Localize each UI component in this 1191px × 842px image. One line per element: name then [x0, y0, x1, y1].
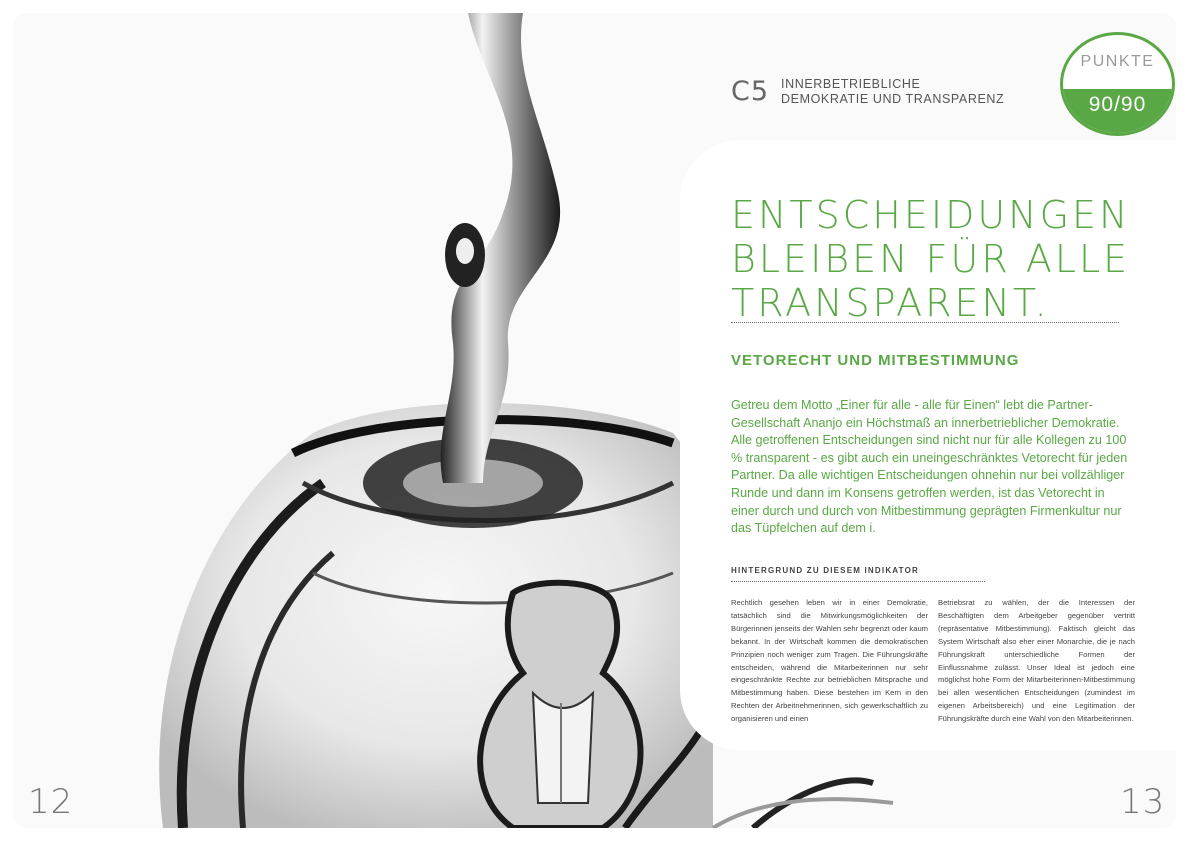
background-column-1: Rechtlich gesehen leben wir in einer Demokratie, tatsächlich sind die Mitwirkungsmöglichkeiten der Bürgerinnen jenseits der Wahlen sehr begrenzt oder kaum bekannt. In der Wirtschaft kommen die demokratischen Prinzipien noch weniger zum Tragen. Die Führungskräfte entscheiden, während die Mitarbeiterinnen nur sehr eingeschränkte Rechte zur betrieblichen Mitsprache und Mitbestimmung haben. Diese bestehen im Kern in den Rechten der Arbeitnehmerinnen, sich gewerkschaftlich zu organisieren und einen [731, 598, 928, 724]
dotted-divider [731, 322, 1119, 323]
headline-line3: TRANSPARENT. [731, 281, 1050, 325]
section-title-line2: DEMOKRATIE UND TRANSPARENZ [781, 91, 1005, 106]
intro-paragraph: Getreu dem Motto „Einer für alle - alle für Einen“ lebt die Partner-Gesellschaft Ananjo ein Höchstmaß an innerbetrieblicher Demokratie. Alle getroffenen Entscheidungen sind nicht nur für alle Kollegen zu 100 % transparent - es gibt auch ein uneingeschränktes Vetorecht für jeden Partner. Da alle wichtigen Entscheidungen ohnehin nur bei vollzähliger Runde und dann im Konsens getroffen werden, ist das Vetorecht in einer durch und durch von Mitbestimmung geprägten Firmenkultur nur das Tüpfelchen auf dem i. [731, 398, 1128, 536]
headline [731, 193, 1131, 325]
badge-score: 90/90 [1063, 89, 1172, 136]
section-title-line1: INNERBETRIEBLICHE [781, 76, 921, 91]
section-code: C5 [731, 76, 770, 107]
badge-label: PUNKTE [1080, 53, 1155, 70]
headline-line1: ENTSCHEIDUNGEN [731, 193, 1131, 237]
dotted-divider-small [731, 581, 985, 582]
score-badge [1060, 32, 1175, 136]
page-number-left: 12 [28, 782, 74, 822]
section-title [781, 77, 1004, 107]
background-label: HINTERGRUND ZU DIESEM INDIKATOR [731, 566, 920, 575]
subheading: VETORECHT UND MITBESTIMMUNG [731, 352, 1020, 369]
section-header [731, 76, 1004, 107]
background-column-2: Betriebsrat zu wählen, der die Interessen der Beschäftigten dem Arbeitgeber gegenüber vertritt (repräsentative Mitbestimmung). Faktisch gleicht das System Wirtschaft also eher einer Monarchie, die je nach Führungskraft unterschiedliche Formen der Einflussnahme zulässt. Unser Ideal ist jedoch eine möglichst hohe Form der Mitarbeiterinnen-Mitbestimmung bei allen wesentlichen Entscheidungen (zumindest im eigenen Arbeitsbereich) und eine Legitimation der Führungskräfte durch eine Wahl von den Mitarbeiterinnen. [938, 598, 1135, 724]
headline-line2: BLEIBEN FÜR ALLE [731, 237, 1131, 281]
page-number-right: 13 [1120, 782, 1166, 822]
